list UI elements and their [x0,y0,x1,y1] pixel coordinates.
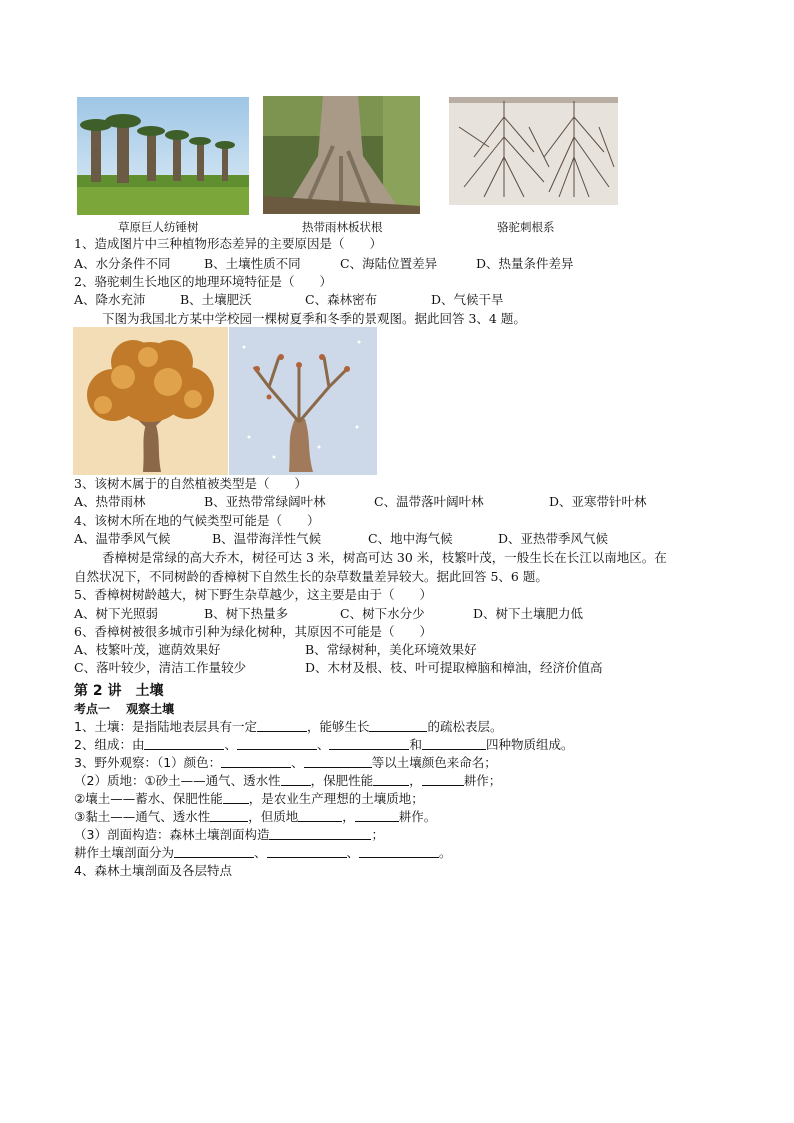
q2-stem: 2、骆驼刺生长地区的地理环境特征是（ ） [74,274,332,289]
blank [174,845,254,858]
text: ； [371,827,384,842]
texture-sandy-line [74,773,501,789]
q5-options [74,606,583,622]
field-observation-color-line [74,755,497,771]
q5-option-d: D、树下土壤肥力低 [473,606,584,621]
q4-option-b: B、温带海洋性气候 [212,531,322,546]
q5-option-a: A、树下光照弱 [74,606,159,621]
caption-baobab: 草原巨人纺锤树 [118,220,199,234]
q6-option-d: D、木材及根、枝、叶可提取樟脑和樟油，经济价值高 [305,660,603,675]
text: （3）剖面构造：森林土壤剖面构造 [74,827,270,842]
text: 和 [409,737,422,752]
texture-loam-line [74,791,424,807]
q1-options [74,256,574,272]
profile-structure-line [74,827,384,843]
q2-option-c: C、森林密布 [305,292,378,307]
cultivated-profile-line [74,845,452,861]
text: 四种物质组成。 [486,737,574,752]
q4-option-c: C、地中海气候 [368,531,453,546]
blank [223,791,249,804]
q3-option-c: C、温带落叶阔叶林 [374,494,484,509]
text: ③黏土——通气、透水性 [74,809,211,824]
q5-option-b: B、树下热量多 [204,606,289,621]
kaodian-heading: 考点一 观察土壤 [74,702,175,716]
caption-buttress-root: 热带雨林板状根 [302,220,383,234]
text: 3、野外观察：（1）颜色： [74,755,222,770]
text: 耕作； [463,773,502,788]
text: 。 [439,845,452,860]
text: 耕作土壤剖面分为 [74,845,175,860]
blank [210,809,248,822]
blank [329,737,409,750]
q2-options [74,292,504,308]
q1-option-a: A、水分条件不同 [74,256,171,271]
blank [304,755,372,768]
blank [422,737,486,750]
text: 、 [346,845,360,860]
text: ， [342,809,355,824]
blank [257,719,307,732]
q6-options-row1 [74,642,477,658]
text: ，是农业生产理想的土壤质地； [248,791,424,806]
text: 2、组成：由 [74,737,145,752]
intro-q3-q4: 下图为我国北方某中学校园一棵树夏季和冬季的景观图。据此回答 3、4 题。 [102,311,526,326]
caption-camelthorn: 骆驼刺根系 [497,220,555,234]
text: 等以土壤颜色来命名； [371,755,497,770]
soil-composition-line [74,737,574,753]
text: （2）质地：①砂土——通气、透水性 [74,773,281,788]
blank [359,845,439,858]
summer-tree-illustration [73,327,228,475]
text: 、 [254,845,267,860]
blank [369,719,427,732]
q4-options [74,531,608,547]
blank [355,809,399,822]
blank [422,773,464,786]
q6-option-c: C、落叶较少，清洁工作量较少 [74,660,247,675]
blank [144,737,224,750]
q6-options-row2 [74,660,603,676]
q2-option-a: A、降水充沛 [74,292,146,307]
intro-q5-q6-line1: 香樟树是常绿的高大乔木，树径可达 3 米，树高可达 30 米，枝繁叶茂，一般生长在长江以南地区。在 [102,550,667,565]
camelthorn-root-drawing [449,97,618,205]
text: ，保肥性能 [310,773,374,788]
q6-option-a: A、枝繁叶茂，遮荫效果好 [74,642,221,657]
winter-tree-illustration [229,327,377,475]
text: 、 [224,737,237,752]
q2-option-b: B、土壤肥沃 [180,292,252,307]
q6-stem: 6、香樟树被很多城市引种为绿化树种，其原因不可能是（ ） [74,624,432,639]
texture-clay-line [74,809,436,825]
q3-stem: 3、该树木属于的自然植被类型是（ ） [74,476,307,491]
text: 的疏松表层。 [427,719,503,734]
q5-option-c: C、树下水分少 [340,606,425,621]
q1-option-b: B、土壤性质不同 [204,256,301,271]
q1-stem: 1、造成图片中三种植物形态差异的主要原因是（ ） [74,236,382,251]
blank [237,737,317,750]
blank [267,845,347,858]
q1-option-d: D、热量条件差异 [476,256,574,271]
intro-q5-q6-line2: 自然状况下，不同树龄的香樟树下自然生长的杂草数量差异较大。据此回答 5、6 题。 [74,569,548,584]
blank [221,755,291,768]
q3-option-d: D、亚寒带针叶林 [549,494,647,509]
text: 耕作。 [398,809,437,824]
q3-option-b: B、亚热带常绿阔叶林 [204,494,326,509]
blank [298,809,342,822]
q4-option-d: D、亚热带季风气候 [498,531,609,546]
text: ，但质地 [248,809,299,824]
blank [269,827,371,840]
text: 、 [291,755,304,770]
q2-option-d: D、气候干旱 [431,292,504,307]
q4-option-a: A、温带季风气候 [74,531,171,546]
q3-options [74,494,647,510]
baobab-photo [77,97,249,215]
forest-profile-heading: 4、森林土壤剖面及各层特点 [74,863,232,878]
q1-option-c: C、海陆位置差异 [340,256,438,271]
q6-option-b: B、常绿树种，美化环境效果好 [305,642,477,657]
text: 、 [316,737,330,752]
text: ②壤土——蓄水、保肥性能 [74,791,223,806]
blank [373,773,409,786]
q5-stem: 5、香樟树树龄越大，树下野生杂草越少，这主要是由于（ ） [74,587,432,602]
text: ， [409,773,422,788]
soil-definition-line [74,719,503,735]
blank [281,773,311,786]
q4-stem: 4、该树木所在地的气候类型可能是（ ） [74,513,320,528]
q3-option-a: A、热带雨林 [74,494,146,509]
section-title: 第 2 讲 土壤 [74,683,164,699]
text: 1、土壤：是指陆地表层具有一定 [74,719,257,734]
buttress-root-photo [263,96,420,214]
text: ，能够生长 [306,719,370,734]
